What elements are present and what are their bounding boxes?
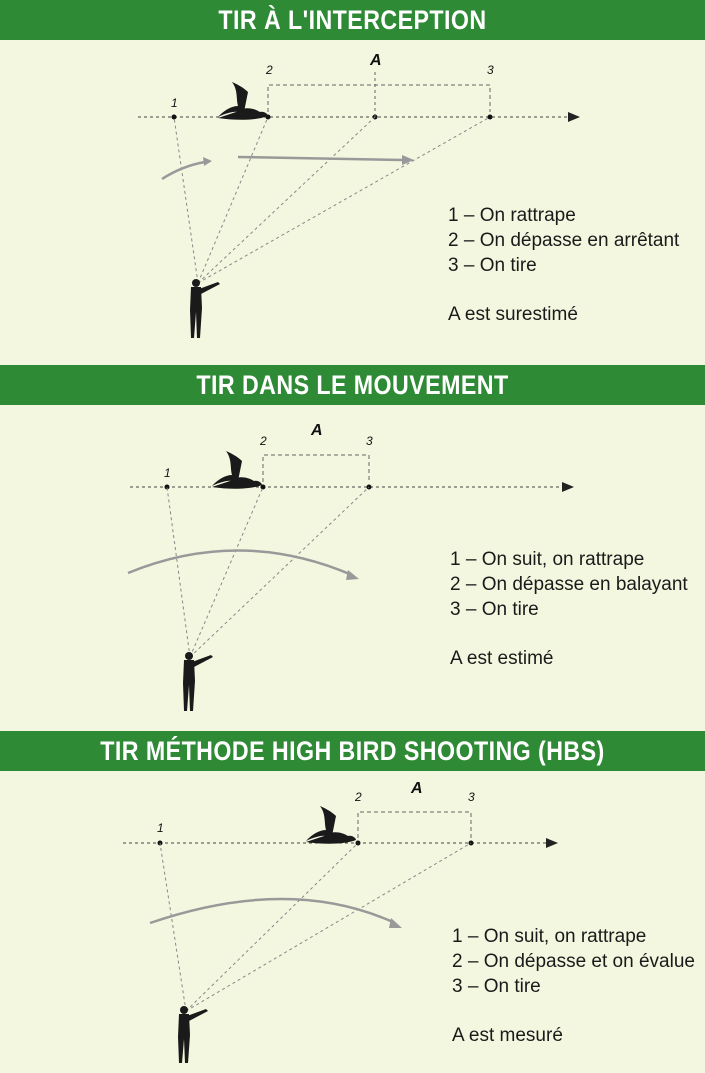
panel-2-legend-item-3: 3 – On tire xyxy=(450,599,539,620)
panel-3-label-1: 1 xyxy=(157,821,164,835)
panel-2-swing-arrow xyxy=(128,550,352,575)
panel-1-label-1: 1 xyxy=(171,96,178,110)
duck-silhouette-icon xyxy=(218,82,268,120)
panel-2-label-a: A xyxy=(311,422,323,439)
hunter-silhouette-icon xyxy=(183,652,213,711)
panel-3-note: A est mesuré xyxy=(452,1025,563,1046)
panel-3-label-a: A xyxy=(411,780,423,797)
panel-2-legend-item-2: 2 – On dépasse en balayant xyxy=(450,574,688,595)
hunter-silhouette-icon xyxy=(190,279,220,338)
panel-1-legend-item-3: 3 – On tire xyxy=(448,255,537,276)
panel-2-legend xyxy=(450,547,688,671)
panel-1-label-2: 2 xyxy=(266,63,273,77)
panel-1-note: A est surestimé xyxy=(448,304,578,325)
panel-2-sight-lines xyxy=(167,487,369,657)
panel-3-trajectory-arrowhead xyxy=(546,838,558,848)
panel-1-label-a: A xyxy=(370,52,382,69)
panel-2-label-2: 2 xyxy=(260,434,267,448)
panel-1-title: TIR À L'INTERCEPTION xyxy=(218,5,487,35)
duck-silhouette-icon xyxy=(212,451,262,489)
panel-3-swing-arrow xyxy=(150,899,395,923)
panel-1-legend-item-2: 2 – On dépasse en arrêtant xyxy=(448,230,680,251)
panel-3-label-3: 3 xyxy=(468,790,475,804)
hunter-silhouette-icon xyxy=(178,1006,208,1063)
duck-silhouette-icon xyxy=(306,806,356,844)
panel-3-a-bracket xyxy=(358,812,471,838)
panel-2-a-bracket xyxy=(263,455,369,482)
panel-1-swing-arrow-1 xyxy=(162,162,205,179)
panel-3-legend-item-1: 1 – On suit, on rattrape xyxy=(452,926,647,947)
panel-1-trajectory-arrowhead xyxy=(568,112,580,122)
panel-2-label-3: 3 xyxy=(366,434,373,448)
panel-1-label-3: 3 xyxy=(487,63,494,77)
panel-2-label-1: 1 xyxy=(164,466,171,480)
panel-3-label-2: 2 xyxy=(355,790,362,804)
panel-3-title: TIR MÉTHODE HIGH BIRD SHOOTING (HBS) xyxy=(100,736,605,766)
panel-2-legend-item-1: 1 – On suit, on rattrape xyxy=(450,549,645,570)
panel-1-legend xyxy=(448,203,679,327)
panel-2-title: TIR DANS LE MOUVEMENT xyxy=(196,370,509,400)
panel-2-note: A est estimé xyxy=(450,648,554,669)
panel-1-swing-arrow-2 xyxy=(238,157,403,160)
panel-1-sight-lines xyxy=(174,117,490,283)
panel-3-legend xyxy=(452,924,695,1048)
panel-1-banner xyxy=(0,0,705,40)
panel-3-legend-item-3: 3 – On tire xyxy=(452,976,541,997)
panel-1-a-bracket xyxy=(268,85,490,112)
panel-2-trajectory-arrowhead xyxy=(562,482,574,492)
panel-1-legend-item-1: 1 – On rattrape xyxy=(448,205,576,226)
panel-3-legend-item-2: 2 – On dépasse et on évalue xyxy=(452,951,695,972)
panel-2-banner xyxy=(0,365,705,405)
panel-3-sight-lines xyxy=(160,843,471,1011)
panel-3-banner xyxy=(0,731,705,771)
